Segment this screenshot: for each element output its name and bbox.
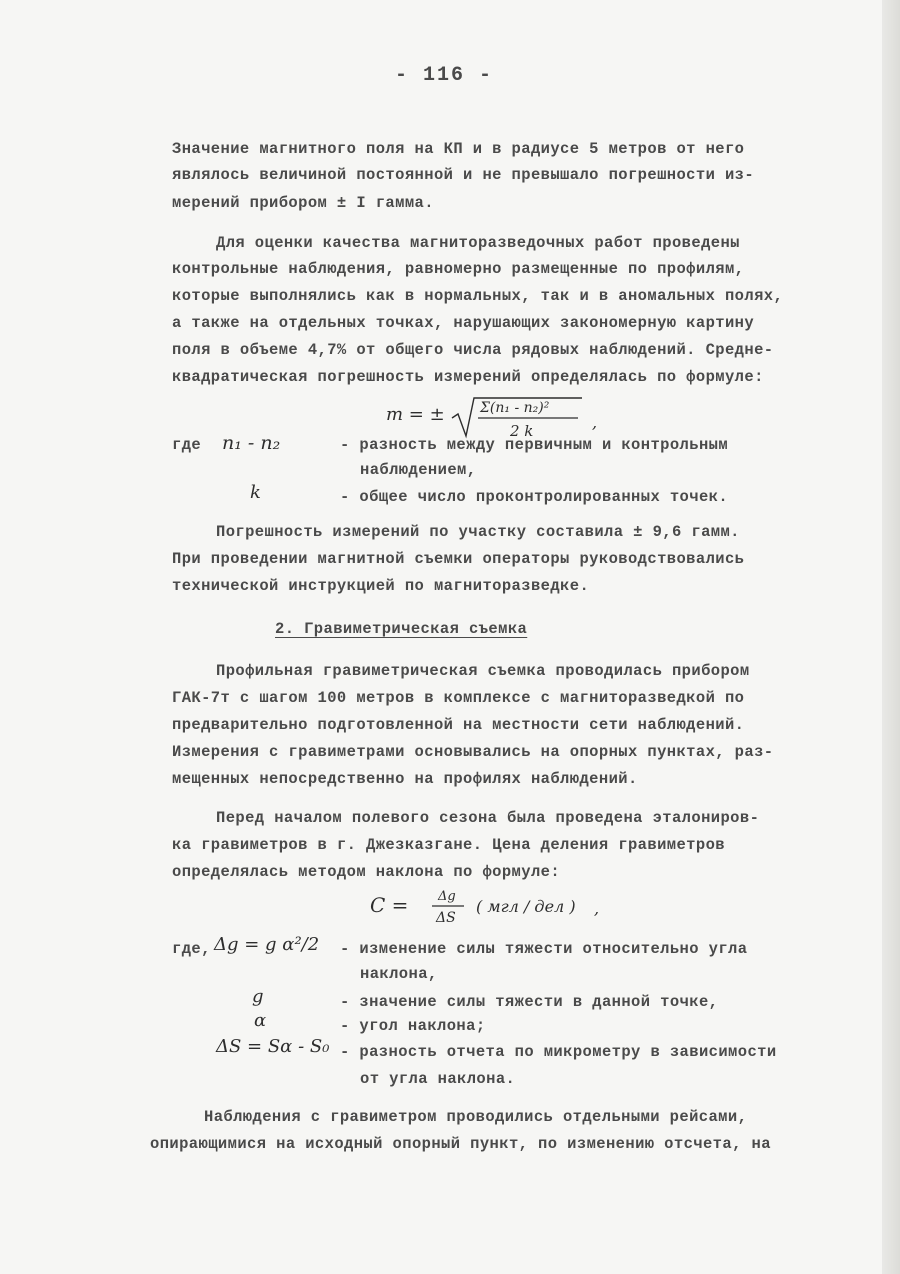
text-line: от угла наклона. xyxy=(360,1070,516,1088)
variable-k: k xyxy=(250,482,261,503)
text-line: ГАК-7т с шагом 100 метров в комплексе с магниторазведкой по xyxy=(172,689,745,707)
text-line: наклона, xyxy=(360,965,438,983)
formula-numerator: Σ(n₁ - n₂)² xyxy=(480,400,550,416)
text-line: Значение магнитного поля на КП и в радиусе 5 метров от него xyxy=(172,140,745,158)
section-heading: 2. Гравиметрическая съемка xyxy=(275,620,528,638)
text-line: квадратическая погрешность измерений определялась по формуле: xyxy=(172,368,764,386)
variable-ds: ΔS = Sα - S₀ xyxy=(216,1036,330,1057)
page-number: - 116 - xyxy=(395,64,494,87)
variable-alpha: α xyxy=(254,1010,267,1031)
text-line: мещенных непосредственно на профилях наблюдений. xyxy=(172,770,638,788)
text-line: где, xyxy=(172,940,211,958)
text-line: которые выполнялись как в нормальных, так и в аномальных полях, xyxy=(172,287,784,305)
variable-g: g xyxy=(252,986,264,1007)
text-line: - изменение силы тяжести относительно угла xyxy=(340,940,748,958)
text-line: технической инструкцией по магниторазведке. xyxy=(172,577,590,595)
text-line: Для оценки качества магниторазведочных работ проведены xyxy=(216,234,740,252)
formula-denominator: ΔS xyxy=(436,910,456,926)
text-line: Измерения с гравиметрами основывались на опорных пунктах, раз- xyxy=(172,743,774,761)
text-line: - значение силы тяжести в данной точке, xyxy=(340,993,719,1011)
text-line: При проведении магнитной съемки операторы руководствовались xyxy=(172,550,745,568)
formula-tail: , xyxy=(594,899,600,918)
text-line: где xyxy=(172,436,202,454)
variable-dg: Δg = g α²/2 xyxy=(214,934,320,955)
text-line: наблюдением, xyxy=(360,461,477,479)
text-line: а также на отдельных точках, нарушающих закономерную картину xyxy=(172,314,755,332)
formula-lhs: C = xyxy=(370,893,409,917)
text-line: мерений прибором ± I гамма. xyxy=(172,194,434,212)
text-line: Профильная гравиметрическая съемка проводилась прибором xyxy=(216,662,750,680)
formula-numerator: Δg xyxy=(438,889,456,904)
text-line: Погрешность измерений по участку составила ± 9,6 гамм. xyxy=(216,523,740,541)
text-line: являлось величиной постоянной и не превышало погрешности из- xyxy=(172,166,755,184)
text-line: - разность между первичным и контрольным xyxy=(340,436,729,454)
rms-error-formula xyxy=(382,392,622,442)
formula-lhs: m = ± xyxy=(386,404,445,425)
formula-units: ( мгл / дел ) xyxy=(476,897,576,916)
text-line: - общее число проконтролированных точек. xyxy=(340,488,729,506)
formula-denominator: 2 k xyxy=(510,422,534,440)
text-line: опирающимися на исходный опорный пункт, по изменению отсчета, на xyxy=(150,1135,771,1153)
text-line: - угол наклона; xyxy=(340,1017,486,1035)
text-line: контрольные наблюдения, равномерно размещенные по профилям, xyxy=(172,260,745,278)
text-line: поля в объеме 4,7% от общего числа рядовых наблюдений. Средне- xyxy=(172,341,774,359)
text-line: Перед началом полевого сезона была проведена эталониров- xyxy=(216,809,760,827)
formula-tail: , xyxy=(592,413,598,432)
text-line: Наблюдения с гравиметром проводились отдельными рейсами, xyxy=(204,1108,748,1126)
text-line: - разность отчета по микрометру в зависимости xyxy=(340,1043,777,1061)
variable-n: n₁ - n₂ xyxy=(222,432,281,454)
text-line: ка гравиметров в г. Джезказгане. Цена деления гравиметров xyxy=(172,836,725,854)
text-line: предварительно подготовленной на местности сети наблюдений. xyxy=(172,716,745,734)
division-value-formula xyxy=(368,884,628,932)
text-line: определялась методом наклона по формуле: xyxy=(172,863,561,881)
